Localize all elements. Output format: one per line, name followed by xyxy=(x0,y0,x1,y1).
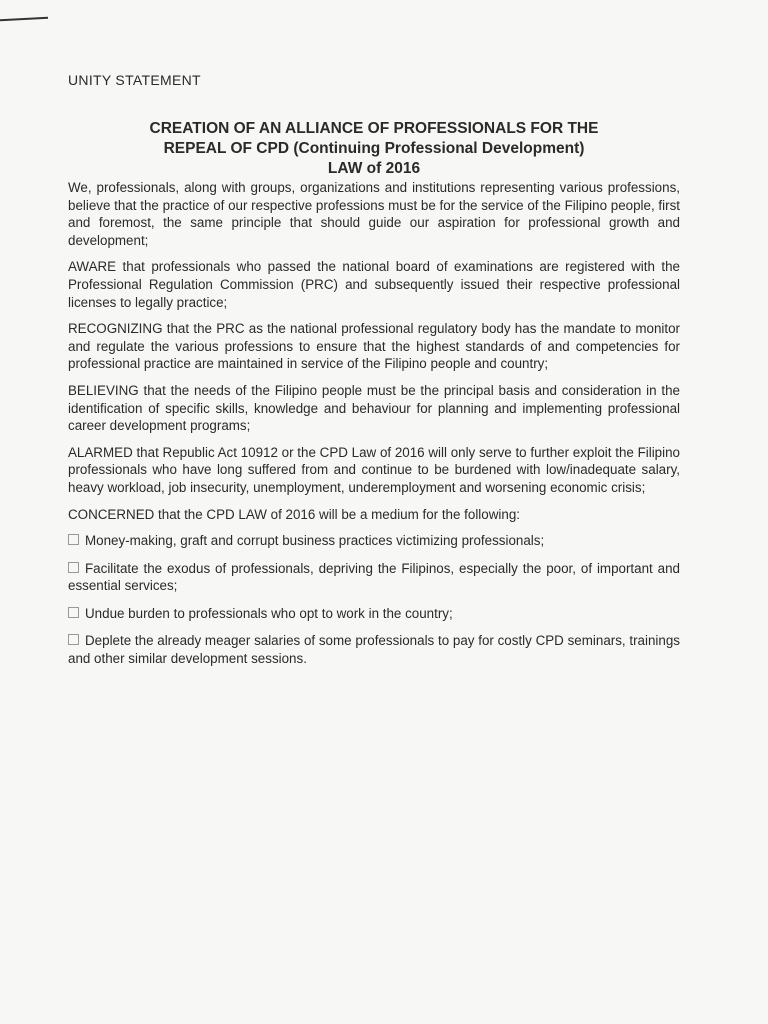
list-item-text: Money-making, graft and corrupt business practices victimizing professionals; xyxy=(85,533,545,549)
title-line-2: REPEAL OF CPD (Continuing Professional Development) xyxy=(163,140,585,157)
document-title xyxy=(68,119,680,179)
paragraph-aware: AWARE that professionals who passed the national board of examinations are registered with the Professional Regulation Commission (PRC) and subsequently issued their respective professional licenses to legally practice; xyxy=(68,259,680,310)
document-label: UNITY STATEMENT xyxy=(68,72,201,88)
scan-mark xyxy=(0,17,48,22)
list-item xyxy=(68,532,680,550)
title-line-1: CREATION OF AN ALLIANCE OF PROFESSIONALS FOR THE xyxy=(149,120,599,137)
list-item xyxy=(68,605,680,623)
document-page xyxy=(68,72,680,678)
paragraph-concerned: CONCERNED that the CPD LAW of 2016 will be a medium for the following: xyxy=(68,506,520,522)
paragraph-believing: BELIEVING that the needs of the Filipino people must be the principal basis and consideration in the identification of specific skills, knowledge and behaviour for planning and implementing professional career development programs; xyxy=(68,382,680,434)
list-item-text: Deplete the already meager salaries of some professionals to pay for costly CPD seminars, trainings and other similar development sessions. xyxy=(68,633,680,667)
list-item xyxy=(68,560,680,595)
list-item-text: Facilitate the exodus of professionals, depriving the Filipinos, especially the poor, of important and essential services; xyxy=(68,560,680,594)
checkbox-icon xyxy=(68,634,79,645)
title-line-3: LAW of 2016 xyxy=(327,160,421,177)
list-item xyxy=(68,632,680,667)
list-item-text: Undue burden to professionals who opt to work in the country; xyxy=(85,605,453,621)
paragraph-preamble: We, professionals, along with groups, organizations and institutions representing various professions, believe that the practice of our respective professions must be for the service of the Filipino people, first and foremost, the same principle that should guide our aspiration for professional growth and development; xyxy=(68,180,680,248)
paragraph-recognizing: RECOGNIZING that the PRC as the national professional regulatory body has the mandate to monitor and regulate the various professions to ensure that the highest standards of and competencies for professional practice are maintained in service of the Filipino people and country; xyxy=(68,321,680,372)
checkbox-icon xyxy=(68,562,79,573)
paragraph-alarmed: ALARMED that Republic Act 10912 or the CPD Law of 2016 will only serve to further exploit the Filipino professionals who have long suffered from and continue to be burdened with low/inadequate salary, heavy workload, job insecurity, unemployment, underemployment and worsening economic crisis; xyxy=(68,444,680,495)
checkbox-icon xyxy=(68,607,79,618)
checkbox-icon xyxy=(68,534,79,545)
